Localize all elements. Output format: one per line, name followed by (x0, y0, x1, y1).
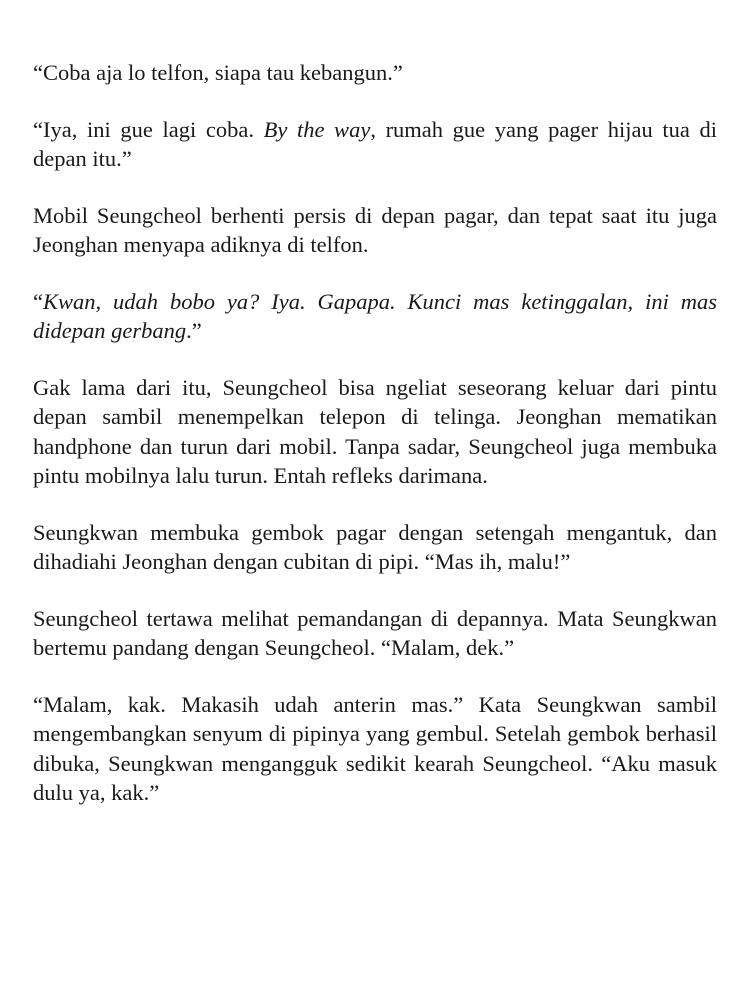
paragraph-4-italic: Kwan, udah bobo ya? Iya. Gapapa. Kunci mas ketinggalan, ini mas didepan gerbang (33, 288, 717, 343)
paragraph-5: Gak lama dari itu, Seungcheol bisa ngeliat seseorang keluar dari pintu depan sambil menempelkan telepon di telinga. Jeonghan mematikan handphone dan turun dari mobil. Tanpa sadar, Seungcheol juga membuka pintu mobilnya lalu turun. Entah refleks darimana. (33, 374, 717, 488)
paragraph-4 (33, 287, 717, 346)
paragraph-6: Seungkwan membuka gembok pagar dengan setengah mengantuk, dan dihadiahi Jeonghan dengan cubitan di pipi. “Mas ih, malu!” (33, 519, 717, 574)
paragraph-3: Mobil Seungcheol berhenti persis di depan pagar, dan tepat saat itu juga Jeonghan menyapa adiknya di telfon. (33, 202, 717, 257)
paragraph-4-text-c: .” (186, 318, 202, 343)
paragraph-4-text-a: “ (33, 288, 43, 314)
paragraph-2 (33, 115, 717, 174)
paragraph-2-italic: By the way (263, 116, 371, 142)
paragraph-1: “Coba aja lo telfon, siapa tau kebangun.” (33, 60, 403, 85)
paragraph-2-text-c: , rumah gue yang pager hijau tua di depan itu.” (33, 116, 717, 171)
story-text (33, 58, 717, 835)
paragraph-8: “Malam, kak. Makasih udah anterin mas.” Kata Seungkwan sambil mengembangkan senyum di pipinya yang gembul. Setelah gembok berhasil dibuka, Seungkwan mengangguk sedikit kearah Seungcheol. “Aku masuk dulu ya, kak.” (33, 691, 717, 805)
paragraph-7: Seungcheol tertawa melihat pemandangan di depannya. Mata Seungkwan bertemu pandang dengan Seungcheol. “Malam, dek.” (33, 605, 717, 660)
paragraph-2-text-a: “Iya, ini gue lagi coba. (33, 116, 264, 142)
